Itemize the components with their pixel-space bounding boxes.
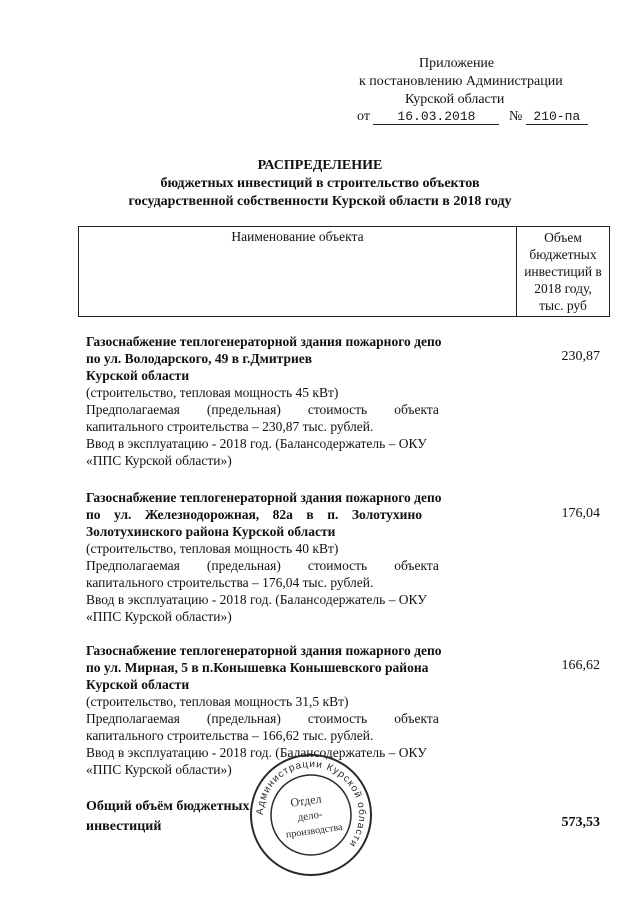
entry-cost-line: капитального строительства – 166,62 тыс. рублей. [86, 728, 374, 743]
number-prefix: № [508, 109, 523, 124]
number-value: 210-па [526, 109, 588, 125]
office-stamp [248, 752, 374, 878]
entry-commission-line: Ввод в эксплуатацию - 2018 год. (Балансодержатель – ОКУ [86, 436, 427, 451]
entry-value: 176,04 [561, 506, 600, 521]
header-volume-line: 2018 году, [534, 281, 592, 296]
entry-title-line: по ул. Железнодорожная, 82а в п. Золотухино [86, 507, 422, 522]
total-label-line: Общий объём бюджетных [86, 799, 250, 814]
total-label-line: инвестиций [86, 819, 162, 834]
entry-title-line: по ул. Мирная, 5 в п.Конышевка Конышевского района [86, 660, 429, 675]
entry-commission-line: «ППС Курской области») [86, 453, 232, 468]
entry-value: 166,62 [561, 658, 600, 673]
appendix-ref: к постановлению Администрации [359, 74, 563, 89]
entry-cost-line: Предполагаемая (предельная) стоимость объекта [86, 558, 439, 573]
stamp-ring-text: Администрации Курской области [254, 758, 368, 850]
entry-title-line: Золотухинского района Курской области [86, 524, 336, 539]
entry-construction: (строительство, тепловая мощность 40 кВт) [86, 541, 339, 556]
entry-title-line: Курской области [86, 677, 190, 692]
entry-title-line: Газоснабжение теплогенераторной здания пожарного депо [86, 490, 442, 505]
document-subtitle-2: государственной собственности Курской области в 2018 году [128, 194, 512, 209]
document-subtitle-1: бюджетных инвестиций в строительство объектов [160, 176, 480, 191]
header-volume-line: инвестиций в [524, 264, 602, 279]
header-volume-column [517, 227, 610, 317]
header-volume-line: бюджетных [529, 247, 597, 262]
date-value: 16.03.2018 [373, 109, 499, 125]
object-entry [86, 489, 492, 625]
entry-commission-line: «ППС Курской области») [86, 609, 232, 624]
entry-title-line: Газоснабжение теплогенераторной здания пожарного депо [86, 334, 442, 349]
entry-construction: (строительство, тепловая мощность 31,5 кВт) [86, 694, 349, 709]
entry-title-line: Газоснабжение теплогенераторной здания пожарного депо [86, 643, 442, 658]
entry-commission-line: «ППС Курской области») [86, 762, 232, 777]
date-prefix: от [357, 109, 370, 124]
stamp-text: производства [285, 821, 344, 841]
appendix-region: Курской области [405, 92, 505, 107]
entry-commission-line: Ввод в эксплуатацию - 2018 год. (Балансодержатель – ОКУ [86, 592, 427, 607]
entry-title-line: Курской области [86, 368, 190, 383]
document-title: РАСПРЕДЕЛЕНИЕ [257, 158, 383, 173]
entry-commission-line: Ввод в эксплуатацию - 2018 год. (Балансодержатель – ОКУ [86, 745, 427, 760]
entry-title-line: по ул. Володарского, 49 в г.Дмитриев [86, 351, 313, 366]
header-name-column: Наименование объекта [79, 227, 517, 317]
entry-construction: (строительство, тепловая мощность 45 кВт) [86, 385, 339, 400]
header-volume-line: Объем [544, 230, 582, 245]
object-entry [86, 333, 492, 469]
appendix-title: Приложение [419, 56, 495, 71]
entry-cost-line: Предполагаемая (предельная) стоимость объекта [86, 711, 439, 726]
entry-value: 230,87 [561, 349, 600, 364]
table-header [78, 226, 610, 317]
entry-cost-line: капитального строительства – 230,87 тыс. рублей. [86, 419, 374, 434]
appendix-date-row [357, 109, 588, 125]
stamp-text: Отдел [289, 791, 323, 810]
entry-cost-line: Предполагаемая (предельная) стоимость объекта [86, 402, 439, 417]
total-value: 573,53 [561, 815, 600, 830]
header-volume-line: тыс. руб [539, 298, 587, 313]
entry-cost-line: капитального строительства – 176,04 тыс. рублей. [86, 575, 374, 590]
stamp-text: дело- [296, 808, 324, 824]
